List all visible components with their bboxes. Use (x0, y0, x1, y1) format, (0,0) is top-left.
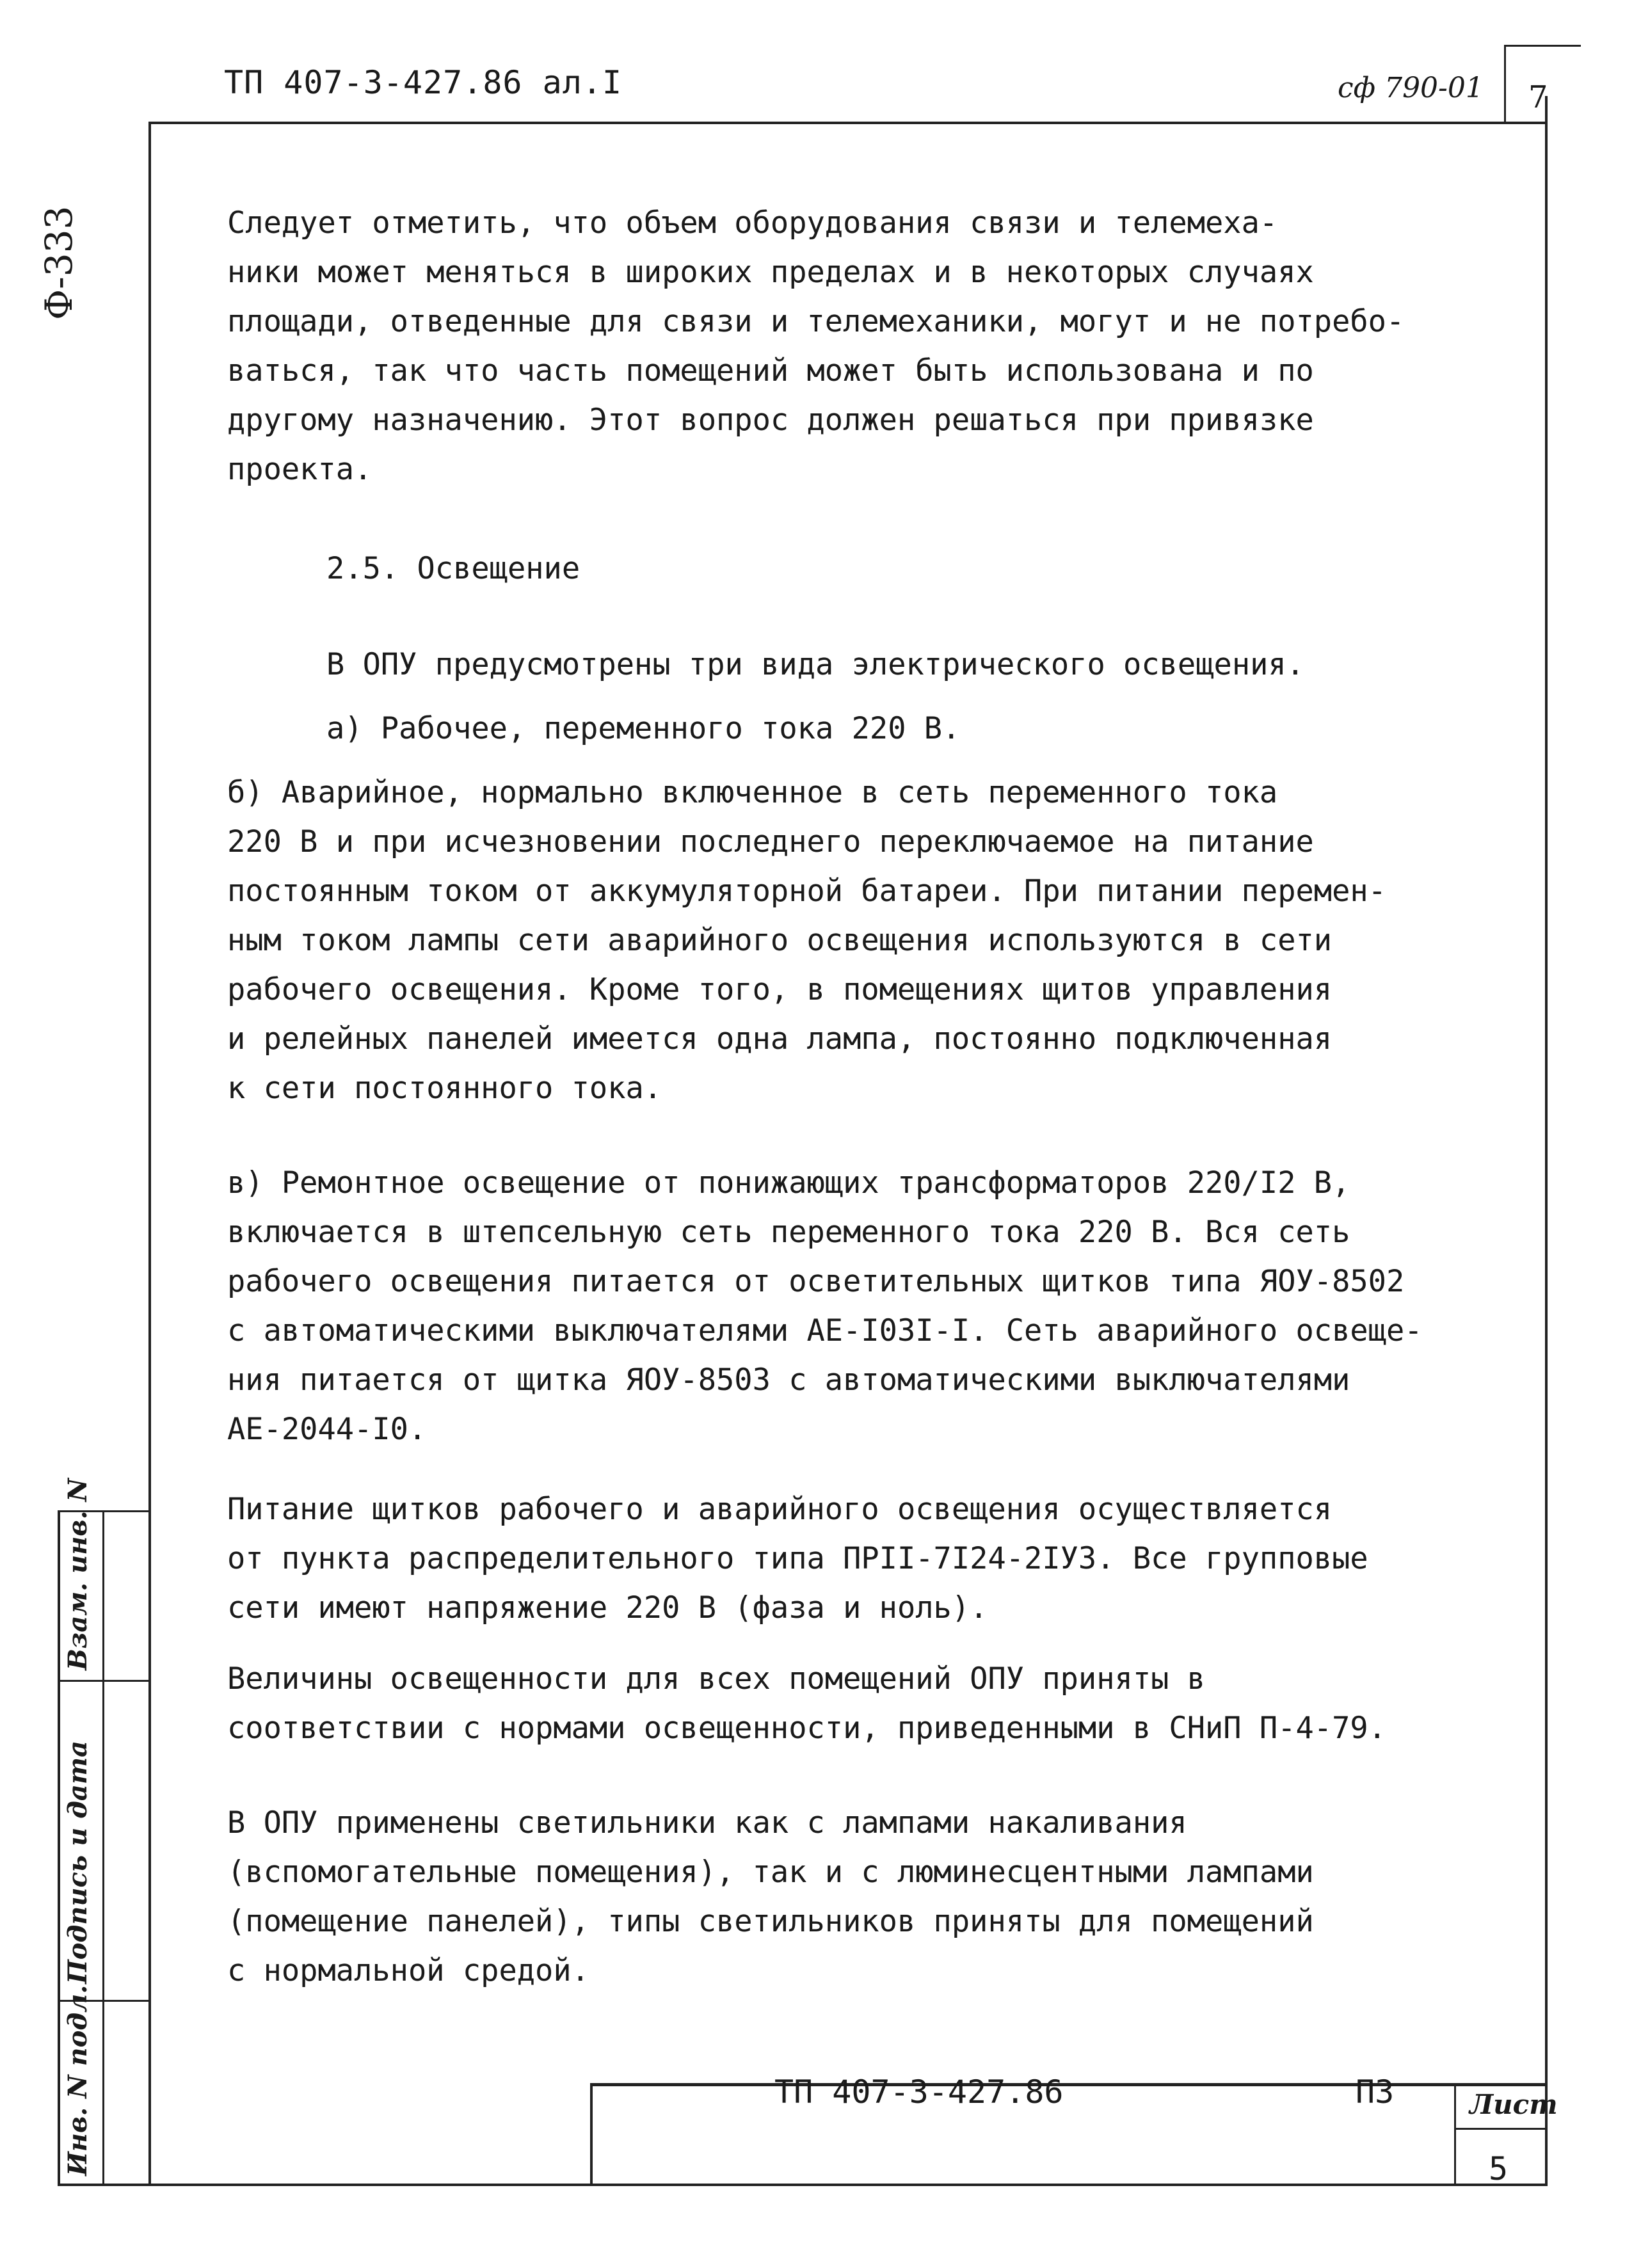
paragraph-lighting-types: В ОПУ предусмотрены три вида электрического освещения. (326, 647, 1305, 682)
title-block-sheet-number: 5 (1489, 2150, 1509, 2187)
title-block-code: ТП 407-3-427.86 (774, 2073, 1064, 2111)
section-heading-lighting: 2.5. Освещение (326, 551, 580, 586)
left-stamp-strip (58, 1478, 148, 2185)
margin-handwritten-note: Ф-333 (37, 205, 81, 320)
title-block-doc-type: ПЗ (1356, 2073, 1395, 2111)
strip-label-signature-date: Подпись и дата (63, 1740, 93, 1984)
paragraph-power-supply: Питание щитков рабочего и аварийного освещения осуществляется от пункта распределительного типа ПРII-7I24-2IУ3. Все групповые сети имеют напряжение 220 В (фаза и ноль). (227, 1492, 1368, 1625)
handwritten-archive-code: сф 790-01 (1338, 72, 1484, 104)
top-tab-divider (1504, 45, 1506, 124)
frame-left-border (148, 122, 151, 2185)
frame-right-border (1545, 96, 1548, 2185)
frame-top-border (148, 122, 1548, 124)
title-block-sheet-label: Лист (1469, 2089, 1558, 2120)
list-item-c: в) Ремонтное освещение от понижающих трансформаторов 220/I2 В, включается в штепсельную сеть переменного тока 220 В. Вся сеть рабочего освещения питается от осветительных щитков типа ЯОУ-8502 с автоматическими выключателями АЕ-I03I-I. Сеть аварийного освеще- ния питается от щитка ЯОУ-8503 с автоматическими выключателями АЕ-2044-I0. (227, 1165, 1423, 1447)
list-item-b: б) Аварийное, нормально включенное в сеть переменного тока 220 В и при исчезновении последнего переключаемое на питание постоянным током от аккумуляторной батареи. При питании перемен- ным током лампы сети аварийного освещения используются в сети рабочего освещения. Кроме того, в помещениях щитов управления и релейных панелей имеется одна лампа, постоянно подключенная к сети постоянного тока. (227, 775, 1386, 1106)
strip-label-replacement-inventory: Взам. инв. N (63, 1478, 93, 1670)
document-code-header: ТП 407-3-427.86 ал.I (224, 64, 623, 101)
paragraph-illumination-norms: Величины освещенности для всех помещений ОПУ приняты в соответствии с нормами освещенности, приведенными в СНиП П-4-79. (227, 1661, 1386, 1746)
title-block (590, 2083, 1548, 2185)
strip-label-original-inventory: Инв. N подл. (63, 1984, 93, 2176)
paragraph-luminaires: В ОПУ применены светильники как с лампами накаливания (вспомогательные помещения), так и с люминесцентными лампами (помещение панелей), типы светильников приняты для помещений с нормальной средой. (227, 1805, 1314, 1988)
handwritten-page-number: 7 (1528, 79, 1548, 115)
list-item-a: а) Рабочее, переменного тока 220 В. (326, 711, 961, 746)
top-tab-line (1504, 45, 1581, 47)
paragraph-telemechanics: Следует отметить, что объем оборудования связи и телемеха- ники может меняться в широких пределах и в некоторых случаях площади, отведенные для связи и телемеханики, могут и не потребо- ваться, так что часть помещений может быть использована и по другому назначению. Этот вопрос должен решаться при привязке проекта. (227, 205, 1405, 487)
